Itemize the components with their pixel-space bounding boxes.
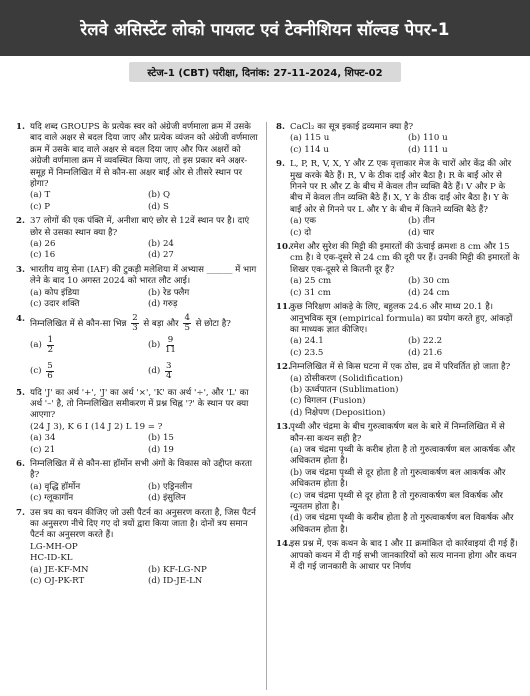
option-a: (a) 34 [30, 433, 56, 444]
option-a: (a) JE-KF-MN [30, 564, 89, 575]
exam-info-bar [0, 60, 530, 84]
option-b: (b) 110 u [408, 133, 448, 144]
denominator: 11 [164, 345, 176, 355]
option-a: (a) T [30, 190, 51, 201]
question-14 [276, 539, 520, 573]
option-letter: (b) [148, 339, 161, 350]
option-d: (d) ID-JE-LN [148, 576, 203, 586]
question-stem: इस प्रश्न में, एक कथन के बाद I और II क्रमांकित दो कार्रवाइयां दी गई हैं। आपको कथन में दी गई सभी जानकारियों को सत्य मानना होगा और कथन में दी गई जानकारी के आधार पर निर्णय [290, 539, 518, 573]
denominator: 5 [184, 322, 190, 333]
question-stem: पृथ्वी और चंद्रमा के बीच गुरुत्वाकर्षण बल के बारे में निम्नलिखित में से कौन-सा कथन सही है? [290, 422, 505, 444]
option-c: (c) OJ-PK-RT [30, 576, 85, 586]
option-d: (d) 111 u [408, 144, 448, 155]
option-b: (b) ऊर्ध्वपातन (Sublimation) [290, 384, 399, 395]
question-stem [30, 314, 260, 333]
option-d: (d) 24 cm [408, 287, 450, 298]
option-a: (a) एक [290, 216, 316, 227]
question-1 [16, 122, 260, 213]
option-d [148, 359, 260, 385]
option-b: (b) 15 [148, 433, 174, 444]
option-c: (c) 114 u [290, 144, 329, 155]
fraction [183, 314, 190, 333]
question-number: 3. [16, 264, 25, 275]
option-c: (c) 21 [30, 444, 56, 455]
fraction [46, 362, 53, 381]
question-13 [276, 422, 520, 536]
question-11 [276, 302, 520, 359]
option-c: (c) P [30, 201, 51, 212]
question-stem: निम्नलिखित में से किस घटना में एक ठोस, द्रव में परिवर्तित हो जाता है? [290, 362, 511, 373]
question-number: 4. [16, 313, 25, 324]
fraction [165, 336, 176, 355]
pattern-triad-1: LG-MH-OP [30, 541, 78, 552]
option-a: (a) कोप इंडिया [30, 287, 80, 298]
option-b: (b) 22.2 [408, 336, 443, 347]
option-letter: (d) [148, 365, 161, 376]
option-d: (d) जब चंद्रमा पृथ्वी के करीब होता है तो गुरुत्वाकर्षण बल विकर्षक और अधिकतम होता है। [290, 513, 514, 535]
question-number: 6. [16, 458, 25, 469]
option-c: (c) ग्लूकागॉन [30, 493, 74, 504]
option-a: (a) वृद्धि हॉर्मोन [30, 481, 81, 492]
stem-part: से छोटा है? [195, 318, 231, 329]
equation: (24 J 3), K 6 I (14 J 2) L 19 = ? [30, 421, 163, 432]
question-stem: L, P, R, V, X, Y और Z एक वृत्ताकार मेज के चारों ओर केंद्र की ओर मुख करके बैठे हैं। R, V के ठीक दाईं ओर बैठा है। R के बाईं ओर से गिनने पर R और Z के बीच में केवल तीन व्यक्ति बैठे हैं। V और P के बीच में केवल तीन व्यक्ति बैठे हैं। X, Y के ठीक दाईं ओर बैठा है। Y के बाईं ओर से गिनने पर L और Y के बीच में कितने व्यक्ति बैठे हैं? [290, 159, 512, 215]
question-7 [16, 508, 260, 588]
option-c: (c) उदार शक्ति [30, 299, 80, 310]
option-b: (b) तीन [408, 216, 435, 227]
denominator: 3 [132, 322, 138, 333]
option-b: (b) रेड फ्लैग [148, 287, 190, 298]
option-d: (d) निक्षेपण (Deposition) [290, 407, 386, 418]
numerator: 1 [47, 335, 54, 345]
question-8 [276, 122, 520, 156]
question-3 [16, 265, 260, 311]
option-c [30, 359, 142, 385]
page-header [0, 0, 530, 56]
option-b: (b) Q [148, 190, 170, 201]
option-a: (a) 26 [30, 239, 56, 250]
option-c: (c) 31 cm [290, 287, 331, 298]
option-letter: (c) [30, 365, 42, 376]
question-stem: यदि 'J' का अर्थ '+', 'J' का अर्थ '×', 'K' का अर्थ '÷', और 'L' का अर्थ '–' है, तो निम्नलिखित समीकरण में प्रश्न चिह्न '?' के स्थान पर क्या आएगा? [30, 387, 249, 421]
option-c: (c) जब चंद्रमा पृथ्वी से दूर होता है तो गुरुत्वाकर्षण बल विकर्षक और न्यूनतम होता है। [290, 490, 503, 512]
option-a: (a) 24.1 [290, 336, 324, 347]
stem-part: निम्नलिखित में से कौन-सा भिन्न [30, 318, 127, 329]
question-5 [16, 388, 260, 456]
question-number: 2. [16, 216, 25, 227]
option-d: (d) 27 [148, 250, 174, 261]
question-stem: रमेश और सुरेश की मिट्टी की इमारतों की ऊंचाई क्रमशः 8 cm और 15 cm है। वे एक-दूसरे से 24 cm की दूरी पर हैं। उनकी मिट्टी की इमारतों के शिखर एक-दूसरे से कितनी दूर हैं? [290, 242, 520, 275]
option-b [148, 333, 260, 359]
question-stem: भारतीय वायु सेना (IAF) की टुकड़ी मलेशिया में अभ्यास ______ में भाग लेने के बाद 10 अगस्त 2024 को भारत लौट आई। [30, 264, 257, 287]
question-10 [276, 242, 520, 299]
option-a: (a) 25 cm [290, 276, 332, 287]
option-c: (c) 16 [30, 250, 56, 261]
option-d: (d) चार [408, 227, 435, 238]
numerator: 2 [132, 312, 138, 323]
question-number: 9. [276, 159, 285, 170]
option-d: (d) इंसुलिन [148, 493, 186, 504]
option-c: (c) 23.5 [290, 347, 324, 358]
fraction [165, 362, 172, 381]
question-12 [276, 362, 520, 419]
fraction [131, 314, 138, 333]
question-stem: 37 लोगों की एक पंक्ति में, अनीशा बाएं छोर से 12वें स्थान पर है। दाएं छोर से उसका स्थान क्या है? [30, 216, 250, 238]
left-column [16, 122, 270, 696]
numerator: 9 [167, 335, 174, 345]
question-number: 11. [276, 302, 291, 313]
numerator: 5 [47, 361, 53, 371]
numerator: 4 [184, 312, 190, 323]
option-c: (c) दो [290, 227, 312, 238]
option-b: (b) जब चंद्रमा पृथ्वी से दूर होता है तो गुरुत्वाकर्षण बल आकर्षक और अधिकतम होता है। [290, 467, 506, 490]
option-a: (a) 115 u [290, 133, 330, 144]
option-d: (d) S [148, 201, 169, 212]
option-d: (d) 21.6 [408, 347, 443, 358]
question-stem: CaCl₂ का सूत्र इकाई द्रव्यमान क्या है? [290, 122, 414, 132]
question-stem: कुछ निरिक्षण आंकड़े के लिए, बहुलक 24.6 और माध्य 20.1 है। आनुभविक सूत्र (empirical formula) का प्रयोग करते हुए, आंकड़ों का माध्यक ज्ञात कीजिए। [290, 302, 513, 335]
stem-part: से बड़ा और [143, 318, 179, 329]
question-stem: यदि शब्द GROUPS के प्रत्येक स्वर को अंग्रेजी वर्णमाला क्रम में उसके बाद वाले अक्षर से बदल दिया जाए और प्रत्येक व्यंजन को अंग्रेजी वर्णमाला क्रम में उसके बाद वाले अक्षर से बदल दिया जाए और फिर अक्षरों को अंग्रेजी वर्णमाला क्रम में व्यवस्थित किया जाए, तो इस प्रकार बने अक्षर-समूह में निम्नलिखित में से कौन-सा अक्षर बाईं ओर से तीसरे स्थान पर होगा? [30, 122, 258, 190]
question-number: 1. [16, 122, 25, 132]
option-b: (b) एड्रिनलीन [148, 481, 193, 492]
option-d: (d) 19 [148, 444, 174, 455]
numerator: 3 [165, 361, 172, 371]
denominator: 2 [47, 345, 54, 355]
denominator: 4 [165, 371, 172, 381]
option-d: (d) गरुड़ [148, 299, 178, 310]
question-6 [16, 459, 260, 505]
question-stem: उस त्रय का चयन कीजिए जो उसी पैटर्न का अनुसरण करता है, जिस पैटर्न का अनुसरण नीचे दिए गए दो त्रयों द्वारा किया जाता है। दोनों त्रय समान पैटर्न का अनुसरण करते हैं। [30, 507, 256, 541]
question-number: 7. [16, 507, 25, 518]
pattern-triad-2: HC-ID-KL [30, 553, 73, 564]
denominator: 6 [47, 371, 53, 381]
option-a: (a) ठोसीकरण (Solidification) [290, 373, 403, 384]
option-b: (b) 24 [148, 239, 174, 250]
question-number: 12. [276, 362, 291, 373]
option-c: (c) विगलन (Fusion) [290, 396, 366, 407]
question-number: 13. [276, 422, 291, 433]
question-number: 14. [276, 539, 291, 550]
question-stem: निम्नलिखित में से कौन-सा हॉर्मोन सभी अंगों के विकास को उद्दीप्त करता है? [30, 458, 252, 481]
option-letter: (a) [30, 339, 42, 350]
option-b: (b) 30 cm [408, 276, 450, 287]
question-number: 8. [276, 122, 285, 132]
exam-info-label: स्टेज-1 (CBT) परीक्षा, दिनांक: 27-11-2024, शिफ्ट-02 [129, 62, 400, 82]
question-number: 5. [16, 387, 25, 398]
right-column [270, 122, 520, 696]
fraction [47, 336, 54, 355]
question-number: 10. [276, 242, 291, 253]
option-a [30, 333, 142, 359]
question-4 [16, 314, 260, 385]
option-a: (a) जब चंद्रमा पृथ्वी के करीब होता है तो गुरुत्वाकर्षण बल आकर्षक और अधिकतम होता है। [290, 444, 515, 467]
question-9 [276, 159, 520, 239]
question-2 [16, 216, 260, 262]
page-title: रेलवे असिस्टेंट लोको पायलट एवं टेक्नीशियन सॉल्वड पेपर-1 [80, 19, 450, 39]
question-columns [16, 122, 520, 696]
option-b: (b) KF-LG-NP [148, 564, 207, 575]
